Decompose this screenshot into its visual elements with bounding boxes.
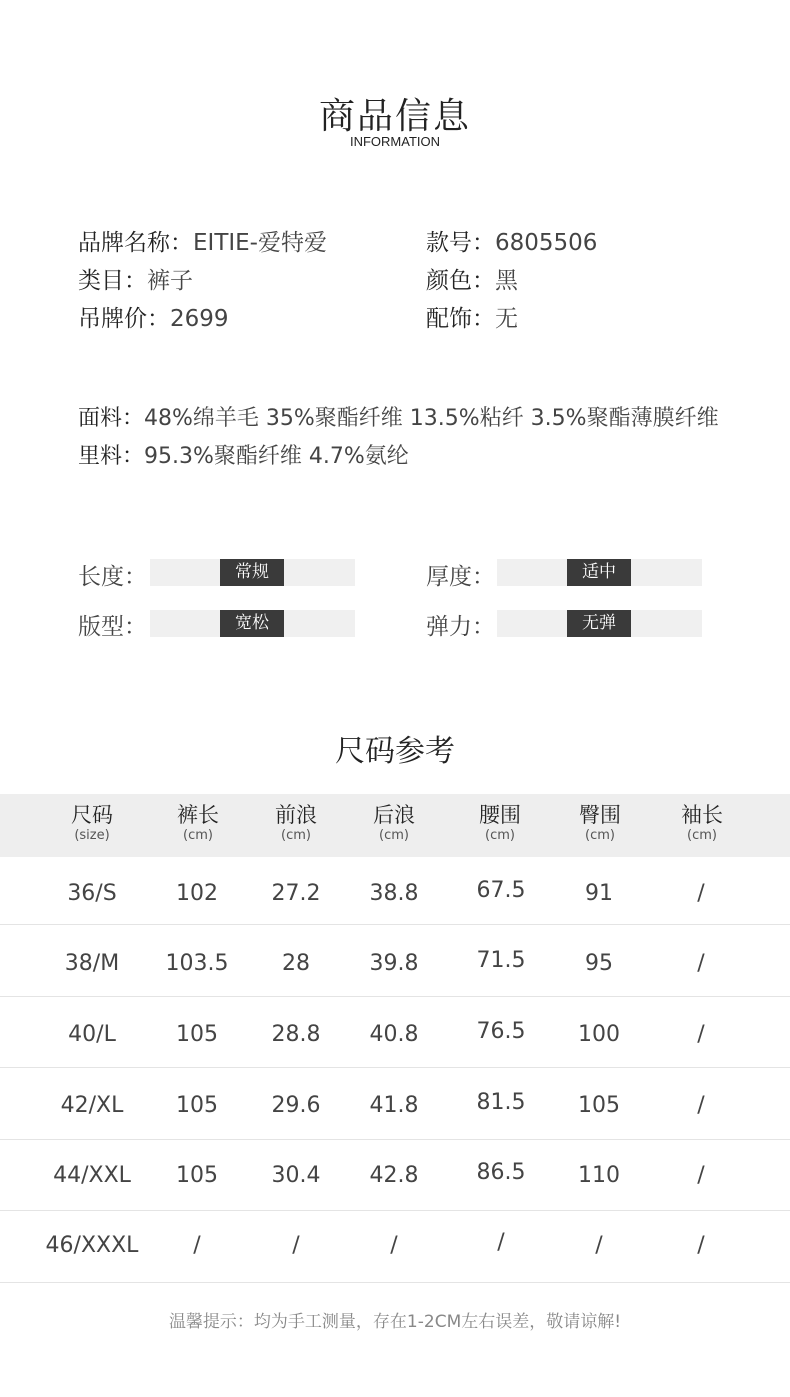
header-hip [550,802,650,844]
table-cell: 27.2 [271,881,321,906]
fabric-value: 48%绵羊毛 35%聚酯纤维 13.5%粘纤 3.5%聚酯薄膜纤维 [144,406,719,431]
brand-value: EITIE-爱特爱 [193,230,327,256]
lining-value: 95.3%聚酯纤维 4.7%氨纶 [144,444,409,469]
stretch-scale [497,610,702,637]
table-cell: 38.8 [369,881,419,906]
accessory-label: 配饰： [426,306,495,332]
table-cell: / [595,1233,603,1258]
category-label: 类目： [78,268,147,294]
header-size [42,802,142,844]
table-row [0,1068,790,1140]
accessory-value: 无 [495,306,518,332]
header-waist [450,802,550,844]
category-value: 裤子 [147,268,193,294]
style-label: 款号： [426,230,495,256]
table-cell: 95 [585,951,613,976]
price-label: 吊牌价： [78,306,170,332]
table-cell: 39.8 [369,951,419,976]
table-cell: 36/S [67,881,117,906]
table-cell: 46/XXXL [45,1233,139,1258]
style-row [426,224,597,257]
header-back-rise [344,802,444,844]
table-cell: 71.5 [476,948,526,973]
table-row [0,1140,790,1211]
table-cell: 38/M [64,951,120,976]
table-cell: 105 [176,1163,218,1188]
table-cell: 102 [176,881,218,906]
color-label: 颜色： [426,268,495,294]
header-pant-length-unit: (cm) [183,828,213,843]
stretch-tag: 无弹 [567,610,631,637]
header-back-rise-label: 后浪 [373,803,415,827]
stretch-label: 弹力： [426,614,495,640]
lining-row [78,439,409,470]
table-row [0,997,790,1068]
table-cell: 44/XXL [53,1163,131,1188]
table-cell: 42/XL [60,1093,124,1118]
thickness-tag: 适中 [567,559,631,586]
header-size-label: 尺码 [71,803,113,827]
price-row [78,300,229,333]
table-row [0,857,790,925]
price-value: 2699 [170,306,229,332]
table-cell: / [697,1163,705,1188]
table-row [0,1211,790,1283]
brand-label: 品牌名称： [78,230,193,256]
size-chart-title: 尺码参考 [335,734,455,769]
fit-label: 版型： [78,614,147,640]
page-title: 商品信息 [318,96,471,137]
table-cell: 91 [585,881,613,906]
table-cell: 105 [176,1022,218,1047]
header-waist-label: 腰围 [479,803,521,827]
accessory-row [426,300,518,333]
length-tag: 常规 [220,559,284,586]
table-cell: 40.8 [369,1022,419,1047]
table-cell: 105 [578,1093,620,1118]
table-cell: / [497,1230,505,1255]
table-cell: / [697,951,705,976]
table-cell: / [390,1233,398,1258]
table-cell: 42.8 [369,1163,419,1188]
table-cell: 86.5 [476,1160,526,1185]
table-cell: 110 [578,1163,620,1188]
color-value: 黑 [495,268,518,294]
brand-row [78,224,327,257]
header-pant-length-label: 裤长 [177,803,219,827]
table-cell: 28.8 [271,1022,321,1047]
table-cell: / [292,1233,300,1258]
header-back-rise-unit: (cm) [379,828,409,843]
fabric-row [78,401,719,432]
table-cell: 105 [176,1093,218,1118]
header-hip-label: 臀围 [579,803,621,827]
category-row [78,262,193,295]
table-cell: 28 [282,951,310,976]
header-sleeve-label: 袖长 [681,803,723,827]
table-cell: 81.5 [476,1090,526,1115]
table-cell: / [193,1233,201,1258]
lining-label: 里料： [78,444,145,469]
thickness-scale [497,559,702,586]
header-size-unit: (size) [74,828,110,843]
length-scale [150,559,355,586]
table-cell: 40/L [68,1022,116,1047]
table-cell: 103.5 [165,951,229,976]
header-sleeve-unit: (cm) [687,828,717,843]
table-cell: 29.6 [271,1093,321,1118]
style-value: 6805506 [495,230,598,256]
header-pant-length [148,802,248,844]
length-label: 长度： [78,564,147,590]
table-cell: 30.4 [271,1163,321,1188]
header-hip-unit: (cm) [585,828,615,843]
table-cell: 100 [578,1022,620,1047]
fit-tag: 宽松 [220,610,284,637]
page-subtitle: INFORMATION [349,134,441,149]
fit-scale [150,610,355,637]
table-cell: 76.5 [476,1019,526,1044]
table-cell: 67.5 [476,878,526,903]
measurement-note: 温馨提示：均为手工测量，存在1-2CM左右误差，敬请谅解! [168,1312,622,1332]
header-front-rise [246,802,346,844]
table-cell: / [697,1022,705,1047]
header-waist-unit: (cm) [485,828,515,843]
size-table-header [0,794,790,857]
table-row [0,925,790,997]
header-front-rise-label: 前浪 [275,803,317,827]
header-sleeve [652,802,752,844]
table-cell: / [697,1233,705,1258]
table-cell: / [697,1093,705,1118]
header-front-rise-unit: (cm) [281,828,311,843]
fabric-label: 面料： [78,406,145,431]
table-cell: / [697,881,705,906]
table-cell: 41.8 [369,1093,419,1118]
color-row [426,262,518,295]
thickness-label: 厚度： [426,564,495,590]
